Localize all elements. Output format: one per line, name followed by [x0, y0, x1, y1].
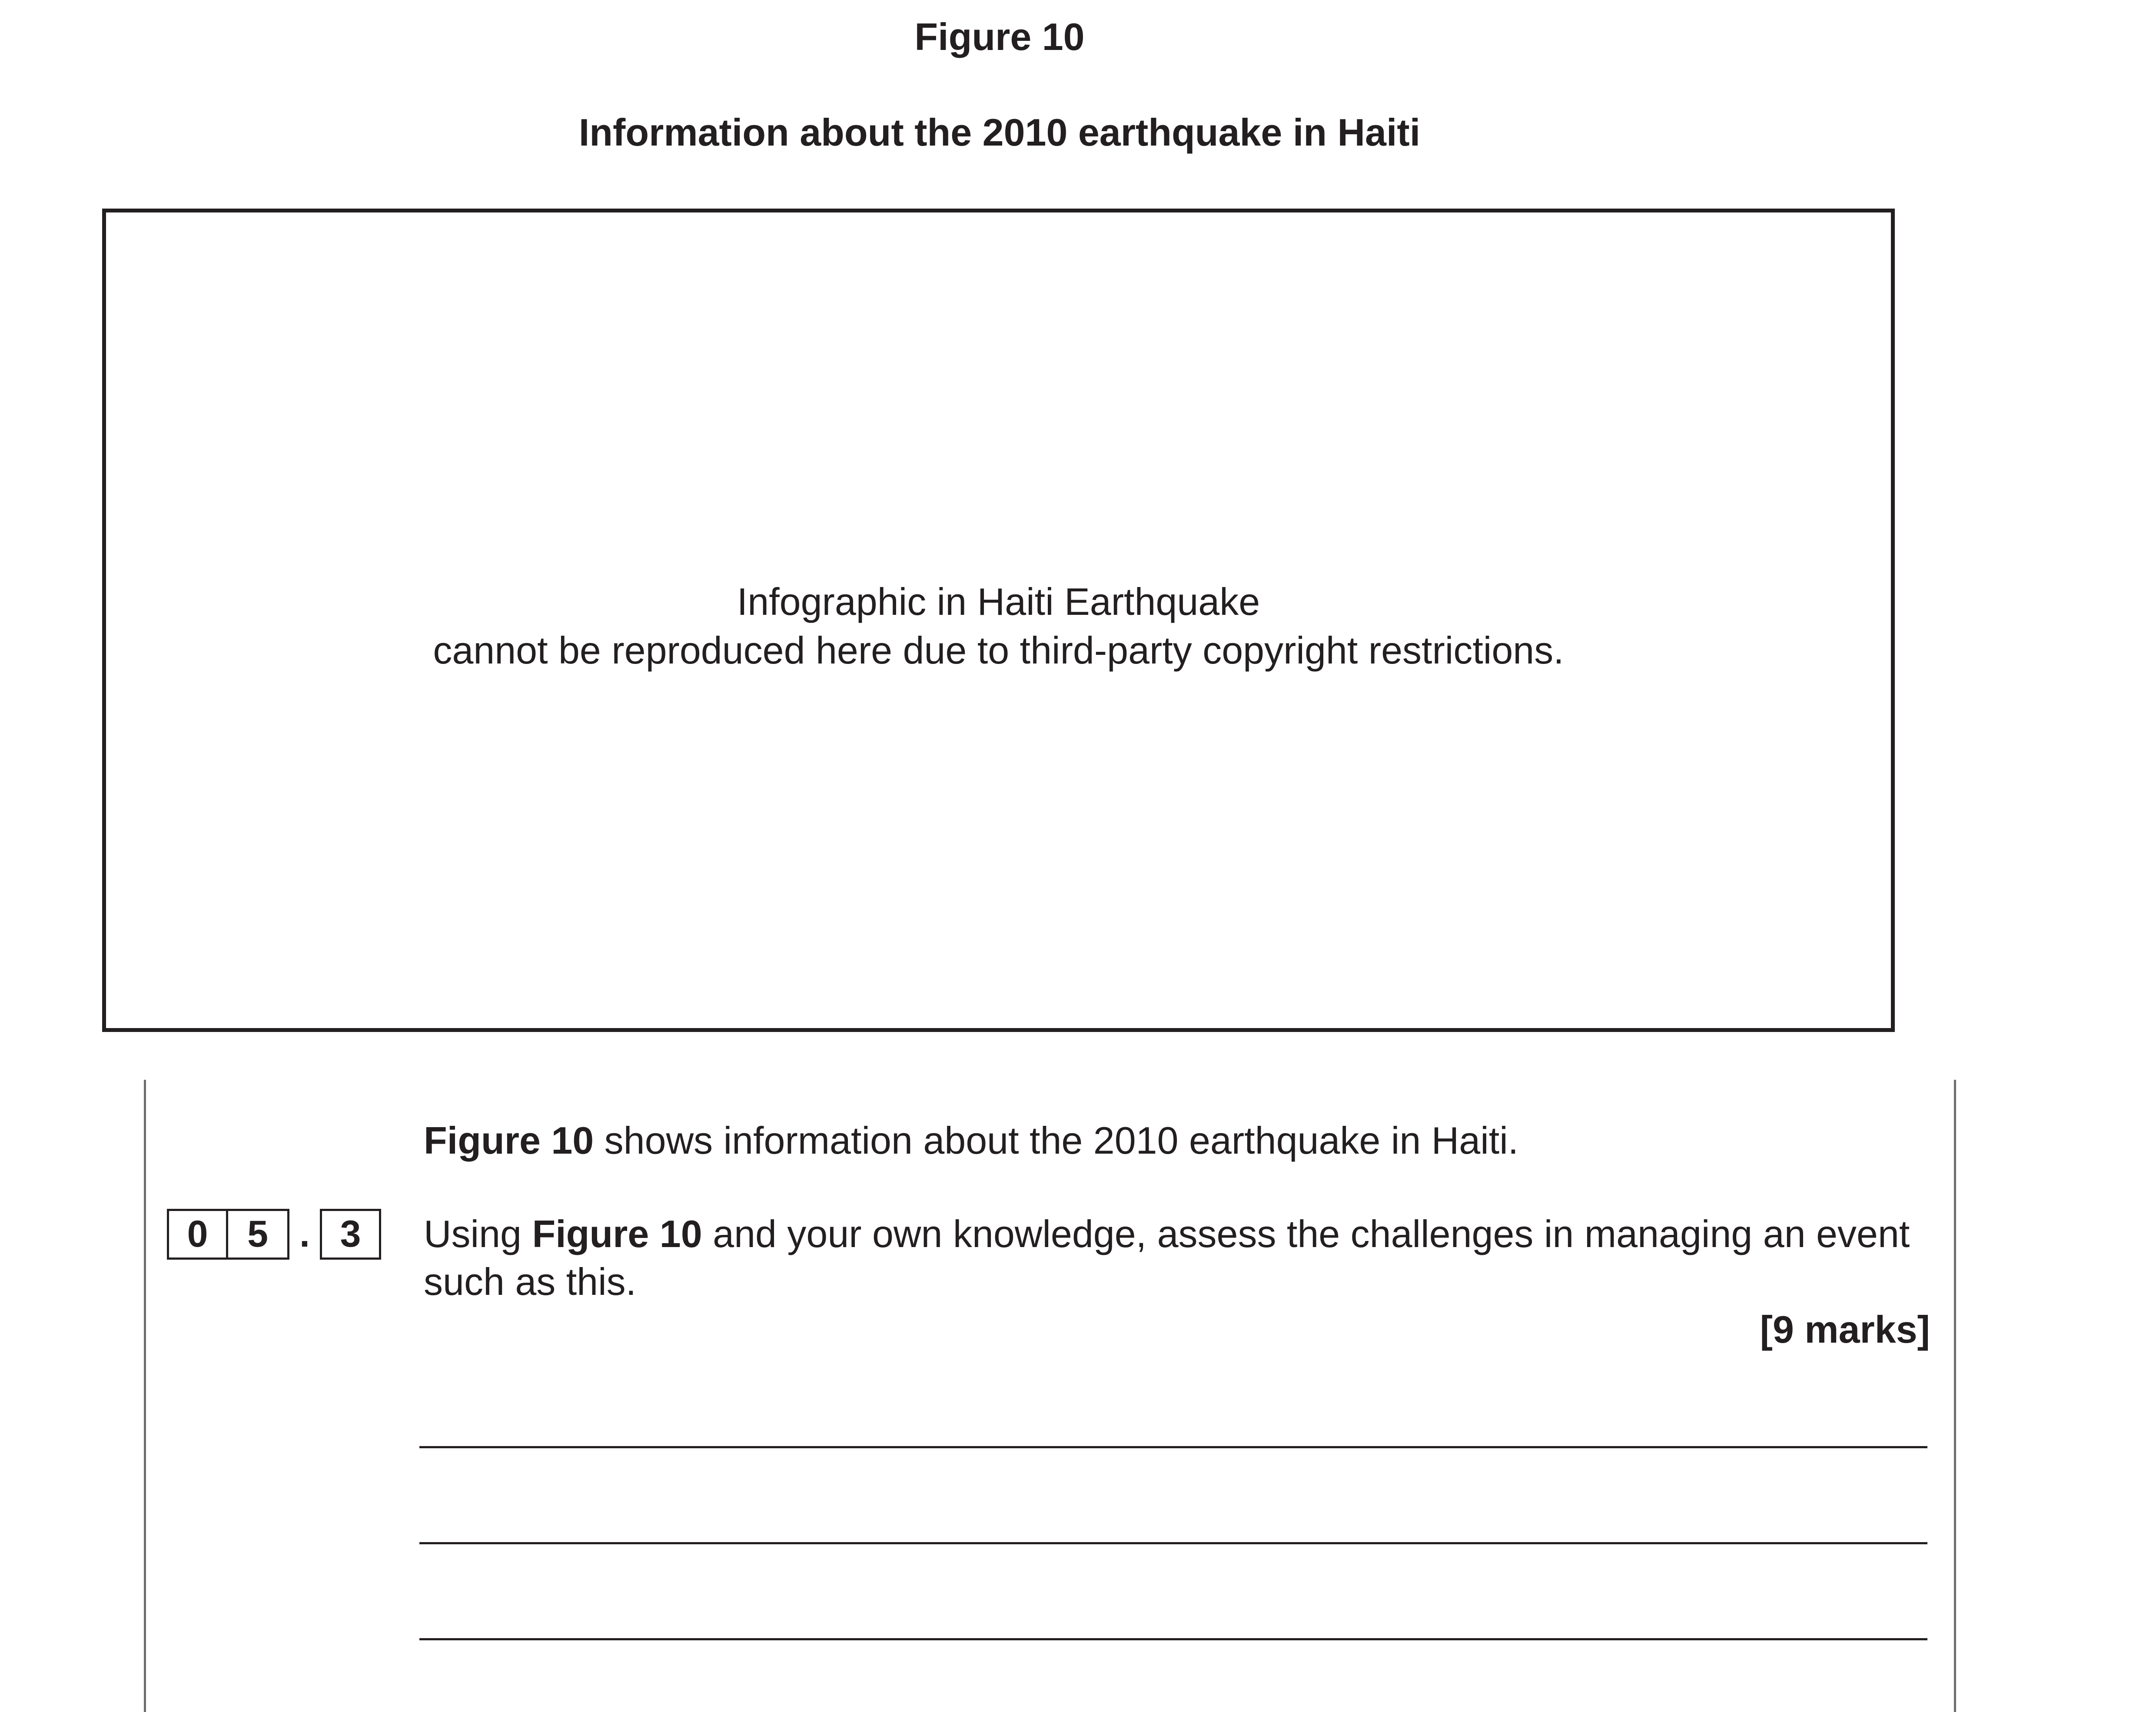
- question-part-digit: 3: [320, 1209, 381, 1260]
- question-number-separator: .: [299, 1213, 310, 1255]
- prompt-text-end: and your own knowledge, assess the challenges in managing an event such as this.: [424, 1212, 1910, 1303]
- figure-reference: Figure 10: [424, 1119, 594, 1162]
- figure-reference: Figure 10: [532, 1212, 702, 1255]
- question-prompt: [424, 1210, 1945, 1306]
- copyright-notice-line-2: cannot be reproduced here due to third-party copyright restrictions.: [433, 629, 1564, 672]
- answer-line[interactable]: [419, 1638, 1927, 1640]
- answer-line[interactable]: [419, 1446, 1927, 1448]
- copyright-notice: [106, 577, 1891, 675]
- left-margin-rule: [144, 1080, 146, 1712]
- right-margin-rule: [1954, 1080, 1956, 1712]
- figure-label: Figure 10: [914, 15, 1085, 58]
- prompt-text-start: Using: [424, 1212, 532, 1255]
- question-intro: [424, 1117, 1945, 1165]
- figure-title: Information about the 2010 earthquake in Haiti: [578, 111, 1421, 154]
- question-number: [167, 1209, 381, 1260]
- question-number-digit-1: 0: [167, 1209, 228, 1260]
- answer-line[interactable]: [419, 1542, 1927, 1544]
- figure-placeholder-box: [102, 209, 1895, 1032]
- question-number-digit-2: 5: [228, 1209, 289, 1260]
- intro-text: shows information about the 2010 earthquake in Haiti.: [594, 1119, 1519, 1162]
- marks-allocation: [9 marks]: [1760, 1308, 1930, 1351]
- copyright-notice-line-1: Infographic in Haiti Earthquake: [737, 580, 1260, 623]
